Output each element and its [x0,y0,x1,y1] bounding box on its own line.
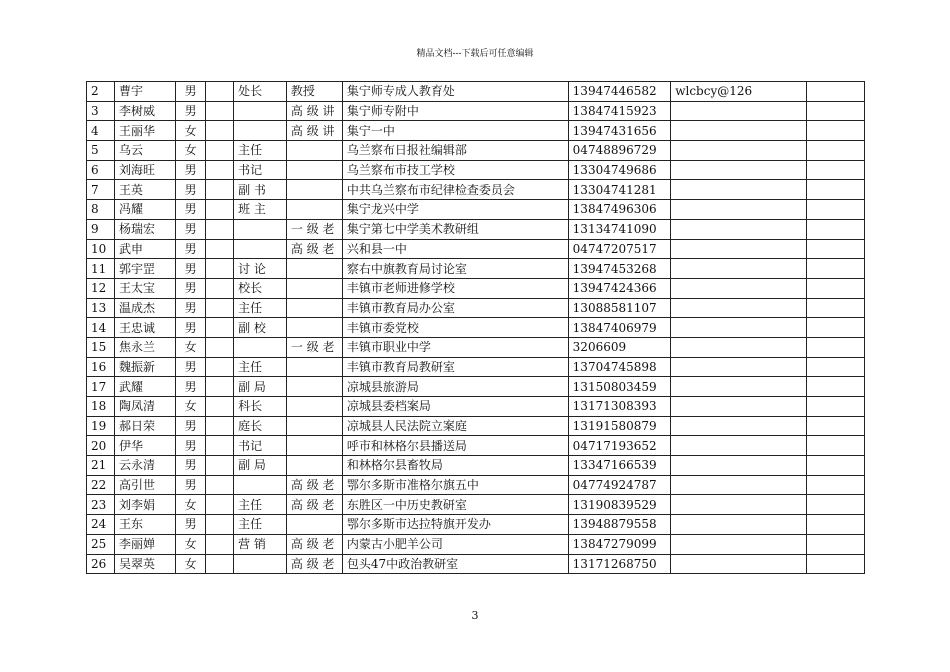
organization-cell: 丰镇市职业中学 [342,337,568,357]
name-cell: 伊华 [114,436,175,456]
blank-cell [206,337,234,357]
title-cell [286,377,342,397]
sex-cell: 男 [176,456,206,476]
row-number-cell: 18 [87,397,115,417]
table-row [87,239,865,259]
organization-cell: 兴和县一中 [342,239,568,259]
position-cell [234,101,287,121]
title-cell: 高 级 老 [286,554,342,574]
extra-cell [806,456,864,476]
position-cell [234,475,287,495]
table-row [87,337,865,357]
table-row [87,475,865,495]
organization-cell: 内蒙古小肥羊公司 [342,534,568,554]
sex-cell: 男 [176,416,206,436]
title-cell: 高 级 讲 [286,121,342,141]
organization-cell: 呼市和林格尔县播送局 [342,436,568,456]
sex-cell: 男 [176,377,206,397]
sex-cell: 女 [176,534,206,554]
phone-cell: 13347166539 [568,456,671,476]
title-cell: 教授 [286,82,342,102]
table-row [87,495,865,515]
extra-cell [806,475,864,495]
extra-cell [806,160,864,180]
row-number-cell: 19 [87,416,115,436]
extra-cell [806,337,864,357]
extra-cell [806,180,864,200]
title-cell [286,298,342,318]
blank-cell [206,436,234,456]
sex-cell: 男 [176,101,206,121]
organization-cell: 集宁第七中学美术教研组 [342,219,568,239]
table-row [87,298,865,318]
sex-cell: 女 [176,121,206,141]
sex-cell: 男 [176,357,206,377]
position-cell: 主任 [234,357,287,377]
title-cell [286,160,342,180]
position-cell: 班 主 [234,200,287,220]
table-row [87,554,865,574]
sex-cell: 女 [176,554,206,574]
email-cell [671,160,807,180]
email-cell [671,318,807,338]
row-number-cell: 24 [87,515,115,535]
position-cell: 副 局 [234,456,287,476]
row-number-cell: 16 [87,357,115,377]
email-cell [671,180,807,200]
position-cell: 副 书 [234,180,287,200]
phone-cell: 13947424366 [568,278,671,298]
sex-cell: 男 [176,475,206,495]
position-cell [234,337,287,357]
phone-cell: 13847415923 [568,101,671,121]
sex-cell: 男 [176,298,206,318]
phone-cell: 13847496306 [568,200,671,220]
phone-cell: 13947431656 [568,121,671,141]
name-cell: 武申 [114,239,175,259]
name-cell: 郭宇罡 [114,259,175,279]
extra-cell [806,259,864,279]
organization-cell: 凉城县委档案局 [342,397,568,417]
page-number: 3 [471,609,479,622]
name-cell: 魏振新 [114,357,175,377]
blank-cell [206,456,234,476]
position-cell [234,121,287,141]
row-number-cell: 8 [87,200,115,220]
name-cell: 高引世 [114,475,175,495]
email-cell [671,515,807,535]
sex-cell: 男 [176,259,206,279]
position-cell: 讨 论 [234,259,287,279]
table-row [87,416,865,436]
phone-cell: 13304749686 [568,160,671,180]
email-cell [671,416,807,436]
title-cell [286,515,342,535]
blank-cell [206,318,234,338]
table-row [87,82,865,102]
table-row [87,180,865,200]
phone-cell: 13948879558 [568,515,671,535]
email-cell [671,357,807,377]
blank-cell [206,200,234,220]
extra-cell [806,200,864,220]
organization-cell: 中共乌兰察布市纪律检查委员会 [342,180,568,200]
title-cell [286,141,342,161]
position-cell: 副 局 [234,377,287,397]
sex-cell: 女 [176,495,206,515]
name-cell: 焦永兰 [114,337,175,357]
position-cell: 科长 [234,397,287,417]
organization-cell: 鄂尔多斯市准格尔旗五中 [342,475,568,495]
table-row [87,515,865,535]
position-cell: 主任 [234,515,287,535]
sex-cell: 男 [176,436,206,456]
blank-cell [206,495,234,515]
table-row [87,377,865,397]
sex-cell: 男 [176,82,206,102]
title-cell [286,397,342,417]
email-cell [671,436,807,456]
email-cell [671,337,807,357]
row-number-cell: 13 [87,298,115,318]
title-cell [286,278,342,298]
title-cell: 高 级 老 [286,495,342,515]
email-cell [671,377,807,397]
name-cell: 陶凤清 [114,397,175,417]
organization-cell: 丰镇市老师进修学校 [342,278,568,298]
title-cell [286,416,342,436]
title-cell [286,456,342,476]
blank-cell [206,82,234,102]
organization-cell: 察右中旗教育局讨论室 [342,259,568,279]
phone-cell: 13088581107 [568,298,671,318]
extra-cell [806,82,864,102]
table-row [87,357,865,377]
sex-cell: 男 [176,219,206,239]
email-cell [671,298,807,318]
name-cell: 武耀 [114,377,175,397]
organization-cell: 和林格尔县畜牧局 [342,456,568,476]
email-cell [671,554,807,574]
email-cell [671,259,807,279]
name-cell: 郝日荣 [114,416,175,436]
phone-cell: 04748896729 [568,141,671,161]
table-row [87,141,865,161]
organization-cell: 东胜区一中历史教研室 [342,495,568,515]
name-cell: 刘海旺 [114,160,175,180]
table-row [87,259,865,279]
table-row [87,436,865,456]
extra-cell [806,377,864,397]
sex-cell: 男 [176,160,206,180]
title-cell [286,200,342,220]
blank-cell [206,219,234,239]
name-cell: 王东 [114,515,175,535]
phone-cell: 13191580879 [568,416,671,436]
email-cell [671,456,807,476]
row-number-cell: 23 [87,495,115,515]
email-cell [671,475,807,495]
phone-cell: 13947446582 [568,82,671,102]
sex-cell: 男 [176,180,206,200]
blank-cell [206,554,234,574]
position-cell: 庭长 [234,416,287,436]
position-cell: 主任 [234,141,287,161]
title-cell: 高 级 讲 [286,101,342,121]
extra-cell [806,298,864,318]
phone-cell: 13847406979 [568,318,671,338]
phone-cell: 04747207517 [568,239,671,259]
email-cell: wlcbcy@126 [671,82,807,102]
sex-cell: 男 [176,278,206,298]
email-cell [671,495,807,515]
blank-cell [206,141,234,161]
row-number-cell: 22 [87,475,115,495]
row-number-cell: 12 [87,278,115,298]
table-row [87,278,865,298]
name-cell: 杨瑞宏 [114,219,175,239]
phone-cell: 13190839529 [568,495,671,515]
name-cell: 王英 [114,180,175,200]
row-number-cell: 11 [87,259,115,279]
blank-cell [206,101,234,121]
blank-cell [206,534,234,554]
row-number-cell: 5 [87,141,115,161]
phone-cell: 13847279099 [568,534,671,554]
row-number-cell: 4 [87,121,115,141]
position-cell [234,554,287,574]
position-cell: 处长 [234,82,287,102]
extra-cell [806,141,864,161]
sex-cell: 女 [176,141,206,161]
title-cell: 高 级 老 [286,534,342,554]
row-number-cell: 3 [87,101,115,121]
table-row [87,534,865,554]
title-cell [286,318,342,338]
blank-cell [206,180,234,200]
extra-cell [806,318,864,338]
blank-cell [206,278,234,298]
position-cell: 主任 [234,298,287,318]
extra-cell [806,436,864,456]
email-cell [671,200,807,220]
row-number-cell: 15 [87,337,115,357]
email-cell [671,141,807,161]
extra-cell [806,357,864,377]
title-cell: 一 级 老 [286,337,342,357]
blank-cell [206,357,234,377]
email-cell [671,101,807,121]
name-cell: 吴翠英 [114,554,175,574]
extra-cell [806,554,864,574]
name-cell: 冯耀 [114,200,175,220]
email-cell [671,239,807,259]
email-cell [671,219,807,239]
title-cell: 高 级 老 [286,475,342,495]
row-number-cell: 7 [87,180,115,200]
row-number-cell: 20 [87,436,115,456]
organization-cell: 集宁师专成人教育处 [342,82,568,102]
phone-cell: 13134741090 [568,219,671,239]
email-cell [671,534,807,554]
name-cell: 王丽华 [114,121,175,141]
sex-cell: 男 [176,318,206,338]
title-cell [286,259,342,279]
sex-cell: 男 [176,515,206,535]
table-row [87,219,865,239]
extra-cell [806,219,864,239]
row-number-cell: 14 [87,318,115,338]
name-cell: 王忠诚 [114,318,175,338]
organization-cell: 乌兰察布日报社编辑部 [342,141,568,161]
blank-cell [206,259,234,279]
table-row [87,456,865,476]
blank-cell [206,121,234,141]
organization-cell: 乌兰察布市技工学校 [342,160,568,180]
name-cell: 刘李娟 [114,495,175,515]
table-row [87,200,865,220]
title-cell: 高 级 老 [286,239,342,259]
position-cell: 副 校 [234,318,287,338]
extra-cell [806,101,864,121]
title-cell [286,357,342,377]
row-number-cell: 2 [87,82,115,102]
phone-cell: 04717193652 [568,436,671,456]
organization-cell: 包头47中政治教研室 [342,554,568,574]
row-number-cell: 17 [87,377,115,397]
extra-cell [806,397,864,417]
blank-cell [206,416,234,436]
organization-cell: 凉城县旅游局 [342,377,568,397]
blank-cell [206,298,234,318]
row-number-cell: 26 [87,554,115,574]
organization-cell: 集宁师专附中 [342,101,568,121]
organization-cell: 丰镇市教育局教研室 [342,357,568,377]
phone-cell: 13304741281 [568,180,671,200]
sex-cell: 女 [176,397,206,417]
phone-cell: 13171268750 [568,554,671,574]
blank-cell [206,475,234,495]
table-row [87,121,865,141]
row-number-cell: 25 [87,534,115,554]
blank-cell [206,377,234,397]
position-cell: 书记 [234,436,287,456]
organization-cell: 丰镇市教育局办公室 [342,298,568,318]
position-cell [234,219,287,239]
organization-cell: 集宁一中 [342,121,568,141]
position-cell: 校长 [234,278,287,298]
extra-cell [806,534,864,554]
blank-cell [206,515,234,535]
email-cell [671,397,807,417]
blank-cell [206,239,234,259]
name-cell: 李丽婵 [114,534,175,554]
organization-cell: 丰镇市委党校 [342,318,568,338]
position-cell: 主任 [234,495,287,515]
extra-cell [806,239,864,259]
extra-cell [806,121,864,141]
title-cell [286,436,342,456]
organization-cell: 凉城县人民法院立案庭 [342,416,568,436]
name-cell: 王太宝 [114,278,175,298]
phone-cell: 04774924787 [568,475,671,495]
email-cell [671,278,807,298]
sex-cell: 男 [176,239,206,259]
table-row [87,318,865,338]
blank-cell [206,160,234,180]
row-number-cell: 9 [87,219,115,239]
table-row [87,397,865,417]
sex-cell: 男 [176,200,206,220]
row-number-cell: 21 [87,456,115,476]
phone-cell: 13171308393 [568,397,671,417]
position-cell: 书记 [234,160,287,180]
table-row [87,160,865,180]
phone-cell: 3206609 [568,337,671,357]
row-number-cell: 10 [87,239,115,259]
name-cell: 乌云 [114,141,175,161]
name-cell: 李树威 [114,101,175,121]
phone-cell: 13947453268 [568,259,671,279]
sex-cell: 女 [176,337,206,357]
phone-cell: 13150803459 [568,377,671,397]
row-number-cell: 6 [87,160,115,180]
table-row [87,101,865,121]
blank-cell [206,397,234,417]
extra-cell [806,278,864,298]
position-cell [234,239,287,259]
contact-table [86,81,865,574]
page-header: 精品文档---下载后可任意编辑 [416,49,534,59]
extra-cell [806,416,864,436]
extra-cell [806,515,864,535]
name-cell: 曹宇 [114,82,175,102]
phone-cell: 13704745898 [568,357,671,377]
position-cell: 营 销 [234,534,287,554]
title-cell [286,180,342,200]
organization-cell: 鄂尔多斯市达拉特旗开发办 [342,515,568,535]
email-cell [671,121,807,141]
extra-cell [806,495,864,515]
name-cell: 温成杰 [114,298,175,318]
organization-cell: 集宁龙兴中学 [342,200,568,220]
name-cell: 云永清 [114,456,175,476]
title-cell: 一 级 老 [286,219,342,239]
